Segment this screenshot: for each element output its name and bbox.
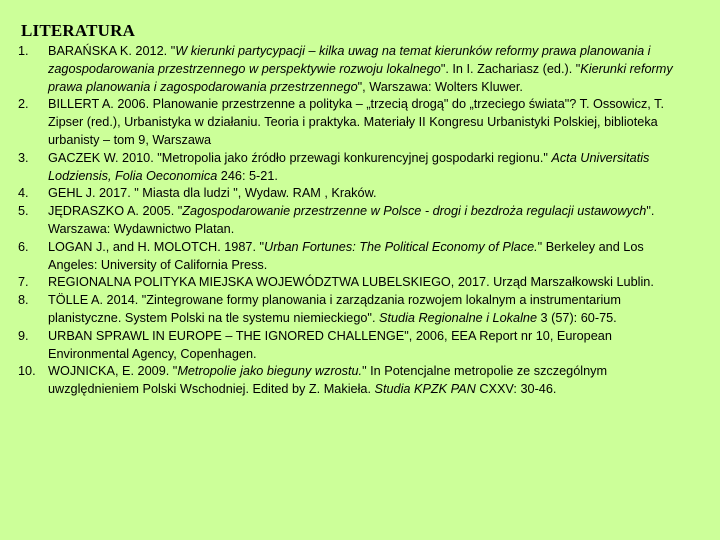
reference-item — [18, 328, 708, 364]
reference-text-italic: Metropolie jako bieguny wzrostu. — [177, 364, 363, 379]
reference-text-italic: Urban Fortunes: The Political Economy of Place. — [264, 239, 538, 254]
reference-text-segment: BARAŃSKA K. 2012. " — [48, 44, 176, 58]
reference-text — [48, 96, 708, 149]
reference-text-italic: Zagospodarowanie przestrzenne w Polsce - drogi i bezdroża regulacji ustawowych — [182, 204, 647, 219]
reference-text-italic: W kierunki partycypacji – kilka uwag na temat kierunków reformy prawa planowania i zagospodarowania przestrzennego w perspektywie rozwoju lokalnego — [48, 44, 651, 76]
reference-text-segment: LOGAN J., and H. MOLOTCH. 1987. " — [48, 239, 265, 254]
reference-text-italic: Studia Regionalne i Lokalne — [379, 310, 538, 325]
reference-text — [48, 328, 708, 364]
reference-number: 4. — [18, 186, 29, 201]
reference-text-segment: WOJNICKA, E. 2009. " — [48, 364, 178, 379]
reference-text-segment: ", Warszawa: Wolters Kluwer. — [357, 79, 523, 94]
reference-text — [48, 274, 708, 292]
reference-text-italic: Acta Universitatis Lodziensis, Folia Oeconomica — [48, 150, 650, 183]
reference-item — [18, 292, 708, 328]
reference-text — [48, 150, 708, 186]
page-title: LITERATURA — [21, 21, 136, 40]
reference-text — [48, 203, 708, 239]
reference-item — [18, 43, 708, 96]
reference-text — [48, 185, 708, 203]
reference-text-italic: Studia KPZK PAN — [374, 382, 476, 397]
reference-text-segment: REGIONALNA POLITYKA MIEJSKA WOJEWÓDZTWA LUBELSKIEGO, 2017. Urząd Marszałkowski Lublin. — [48, 275, 654, 290]
reference-item — [18, 239, 708, 275]
reference-text — [48, 43, 708, 96]
reference-number: 8. — [18, 293, 29, 308]
reference-item — [18, 185, 708, 203]
reference-text-segment: BILLERT A. 2006. Planowanie przestrzenne a polityka – „trzecią drogą" do „trzeciego świata"? T. Ossowicz, T. Zipser (red.), Urbanistyka w działaniu. Teoria i praktyka. Materiały II Kongresu Urbanistyki Polskiej, biblioteka urbanisty – tom 9, Warszawa — [48, 97, 664, 147]
reference-list — [18, 43, 708, 399]
reference-text — [48, 292, 708, 328]
reference-text-segment: 246: 5-21. — [217, 168, 278, 183]
reference-text-segment: GACZEK W. 2010. "Metropolia jako źródło przewagi konkurencyjnej gospodarki regionu." — [48, 150, 552, 165]
reference-item — [18, 150, 708, 186]
reference-item — [18, 363, 708, 399]
reference-text-segment: ". In I. Zachariasz (ed.). " — [440, 61, 581, 76]
reference-number: 6. — [18, 239, 29, 254]
reference-number: 10. — [18, 364, 36, 379]
reference-number: 5. — [18, 204, 29, 219]
reference-text-segment: " In Potencjalne metropolie ze szczególnym uwzględnieniem Polski Wschodniej. Edited by Z. Makieła. — [48, 364, 608, 397]
reference-item — [18, 274, 708, 292]
reference-text-italic: Kierunki reformy prawa planowania i zagospodarowania przestrzennego — [48, 61, 673, 94]
reference-number: 2. — [18, 97, 29, 112]
reference-number: 1. — [18, 44, 29, 58]
reference-number: 7. — [18, 275, 29, 290]
reference-text-segment: CXXV: 30-46. — [475, 382, 557, 397]
reference-text-segment: " Berkeley and Los Angeles: University of California Press. — [48, 239, 644, 272]
reference-text-segment: TÖLLE A. 2014. "Zintegrowane formy planowania i zarządzania rozwojem lokalnym a instrumentarium planistyczne. System Polski na tle systemu niemieckiego". — [48, 293, 621, 325]
reference-text-segment: GEHL J. 2017. " Miasta dla ludzi ", Wydaw. RAM , Kraków. — [48, 186, 377, 201]
reference-text-segment: JĘDRASZKO A. 2005. " — [48, 204, 183, 219]
reference-number: 9. — [18, 328, 29, 343]
reference-item — [18, 96, 708, 149]
reference-text — [48, 363, 708, 399]
reference-text-segment: ". Warszawa: Wydawnictwo Platan. — [48, 204, 655, 236]
reference-text-segment: URBAN SPRAWL IN EUROPE – THE IGNORED CHALLENGE", 2006, EEA Report nr 10, European Environmental Agency, Copenhagen. — [48, 328, 612, 361]
reference-text — [48, 239, 708, 275]
reference-number: 3. — [18, 150, 29, 165]
reference-text-segment: 3 (57): 60-75. — [537, 310, 617, 325]
reference-item — [18, 203, 708, 239]
